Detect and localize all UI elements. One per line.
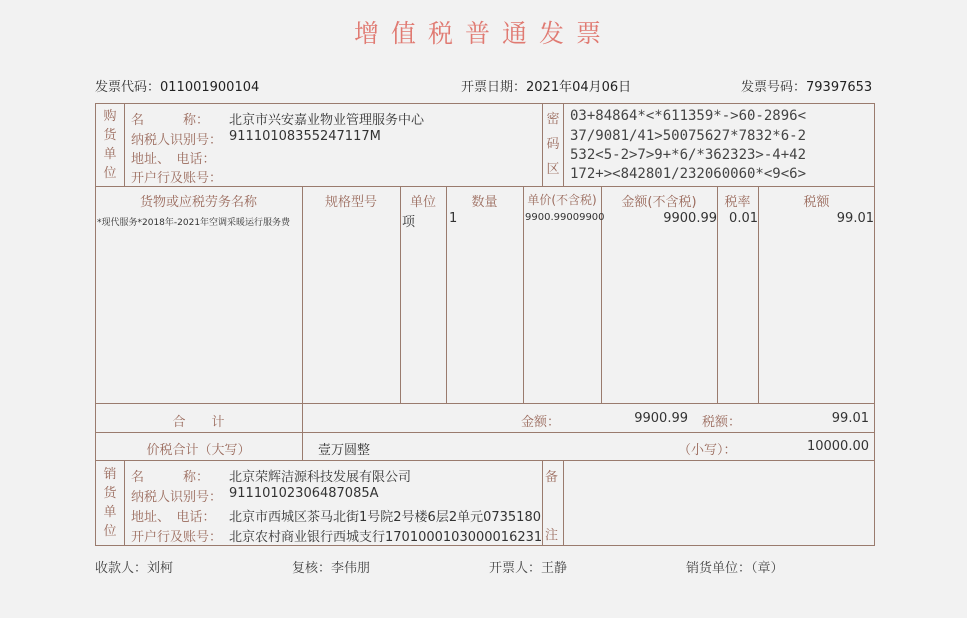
cipher-side-char: 密	[546, 112, 560, 127]
divider	[124, 460, 125, 546]
seller-side-label	[100, 465, 120, 541]
item-rate: 0.01	[729, 211, 758, 226]
seller-name: 北京荣辉洁源科技发展有限公司	[229, 470, 412, 485]
cipher-side-char: 码	[546, 137, 560, 152]
footer-payee	[95, 557, 173, 576]
divider	[95, 432, 875, 433]
col-header-rate: 税率	[724, 195, 751, 210]
buyer-tax-label: 纳税人识别号：	[131, 133, 223, 148]
review-label: 复核：	[292, 561, 332, 576]
divider	[446, 186, 447, 403]
payee-value: 刘柯	[147, 561, 174, 576]
item-price: 9900.99009900	[525, 212, 605, 223]
issuer-label: 开票人：	[489, 561, 542, 576]
divider	[95, 403, 875, 404]
seller-addr: 北京市西城区茶马北街1号院2号楼6层2单元0735180	[229, 510, 541, 525]
cipher-line: 172+><842801/232060060*<9<6>	[570, 166, 807, 182]
issuer-value: 王静	[541, 561, 568, 576]
col-header-qty: 数量	[471, 195, 498, 210]
payee-label: 收款人：	[95, 561, 148, 576]
seller-side-char: 销	[103, 467, 117, 482]
item-name: *现代服务*2018年-2021年空调采暖运行服务费	[97, 218, 291, 228]
invoice-number-value: 79397653	[806, 80, 873, 95]
divider	[302, 186, 303, 460]
col-header-name: 货物或应税劳务名称	[139, 195, 257, 210]
cipher-line: 532<5-2>7>9+*6/*362323>-4+42	[570, 147, 807, 163]
seller-tax-label: 纳税人识别号：	[131, 490, 223, 505]
footer-seller-seal: 销货单位：（章）	[686, 561, 784, 576]
remark-label-bottom: 注	[545, 528, 559, 543]
invoice-date-label: 开票日期：	[461, 80, 527, 95]
buyer-addr-label: 地址、 电话：	[131, 152, 216, 167]
totals-tax-label: 税额：	[702, 415, 742, 430]
seller-bank: 北京农村商业银行西城支行1701000103000016231	[229, 530, 543, 545]
review-value: 李伟朋	[331, 561, 371, 576]
divider	[124, 103, 125, 186]
col-header-unit: 单位	[409, 195, 436, 210]
invoice-date	[461, 76, 631, 95]
seller-side-char: 单	[103, 505, 117, 520]
invoice-code-value: 011001900104	[160, 80, 260, 95]
invoice-date-value: 2021年04月06日	[526, 80, 632, 95]
seller-tax-id: 91110102306487085A	[229, 486, 379, 501]
col-header-tax: 税额	[803, 195, 830, 210]
buyer-side-char: 货	[103, 128, 117, 143]
seller-name-label: 名 称：	[131, 470, 210, 485]
divider	[563, 460, 564, 546]
col-header-price: 单价(不含税)	[527, 193, 597, 207]
invoice-code	[95, 76, 259, 95]
grand-upper: 壹万圆整	[318, 443, 371, 458]
divider	[523, 186, 524, 403]
item-amount: 9900.99	[663, 211, 717, 226]
divider	[95, 460, 875, 461]
cipher-side-char: 区	[546, 162, 560, 177]
invoice-number-label: 发票号码：	[741, 80, 807, 95]
remark-label-top: 备	[545, 470, 559, 485]
item-unit: 项	[402, 215, 416, 230]
cipher-line: 03+84864*<*611359*->60-2896<	[570, 108, 807, 124]
buyer-side-char: 位	[103, 166, 117, 181]
buyer-side-label	[100, 107, 120, 183]
totals-label: 合 计	[172, 415, 225, 430]
grand-lower: 10000.00	[806, 439, 869, 454]
seller-bank-label: 开户行及账号：	[131, 530, 223, 545]
totals-tax: 99.01	[831, 411, 869, 426]
footer-issuer	[489, 557, 567, 576]
buyer-side-char: 购	[103, 109, 117, 124]
item-tax: 99.01	[836, 211, 874, 226]
buyer-name-label: 名 称：	[131, 113, 210, 128]
totals-amount: 9900.99	[634, 411, 688, 426]
grand-label: 价税合计（大写）	[146, 443, 251, 458]
item-qty: 1	[449, 211, 458, 226]
totals-amount-label: 金额：	[521, 415, 561, 430]
cipher-side-label	[543, 107, 563, 182]
col-header-spec: 规格型号	[324, 195, 377, 210]
invoice-code-label: 发票代码：	[95, 80, 161, 95]
grand-lower-label: （小写）：	[678, 443, 737, 458]
invoice-title: 增值税普通发票	[353, 19, 613, 48]
buyer-bank-label: 开户行及账号：	[131, 171, 223, 186]
divider	[400, 186, 401, 403]
buyer-side-char: 单	[103, 147, 117, 162]
seller-addr-label: 地址、 电话：	[131, 510, 216, 525]
seller-side-char: 货	[103, 486, 117, 501]
seller-side-char: 位	[103, 524, 117, 539]
cipher-line: 37/9081/41>50075627*7832*6-2	[570, 128, 807, 144]
col-header-amount: 金额(不含税)	[621, 195, 697, 210]
footer-review	[292, 557, 370, 576]
divider	[563, 103, 564, 186]
invoice-number	[741, 76, 872, 95]
buyer-name: 北京市兴安嘉业物业管理服务中心	[229, 113, 425, 128]
buyer-tax-id: 91110108355247117M	[229, 129, 381, 144]
